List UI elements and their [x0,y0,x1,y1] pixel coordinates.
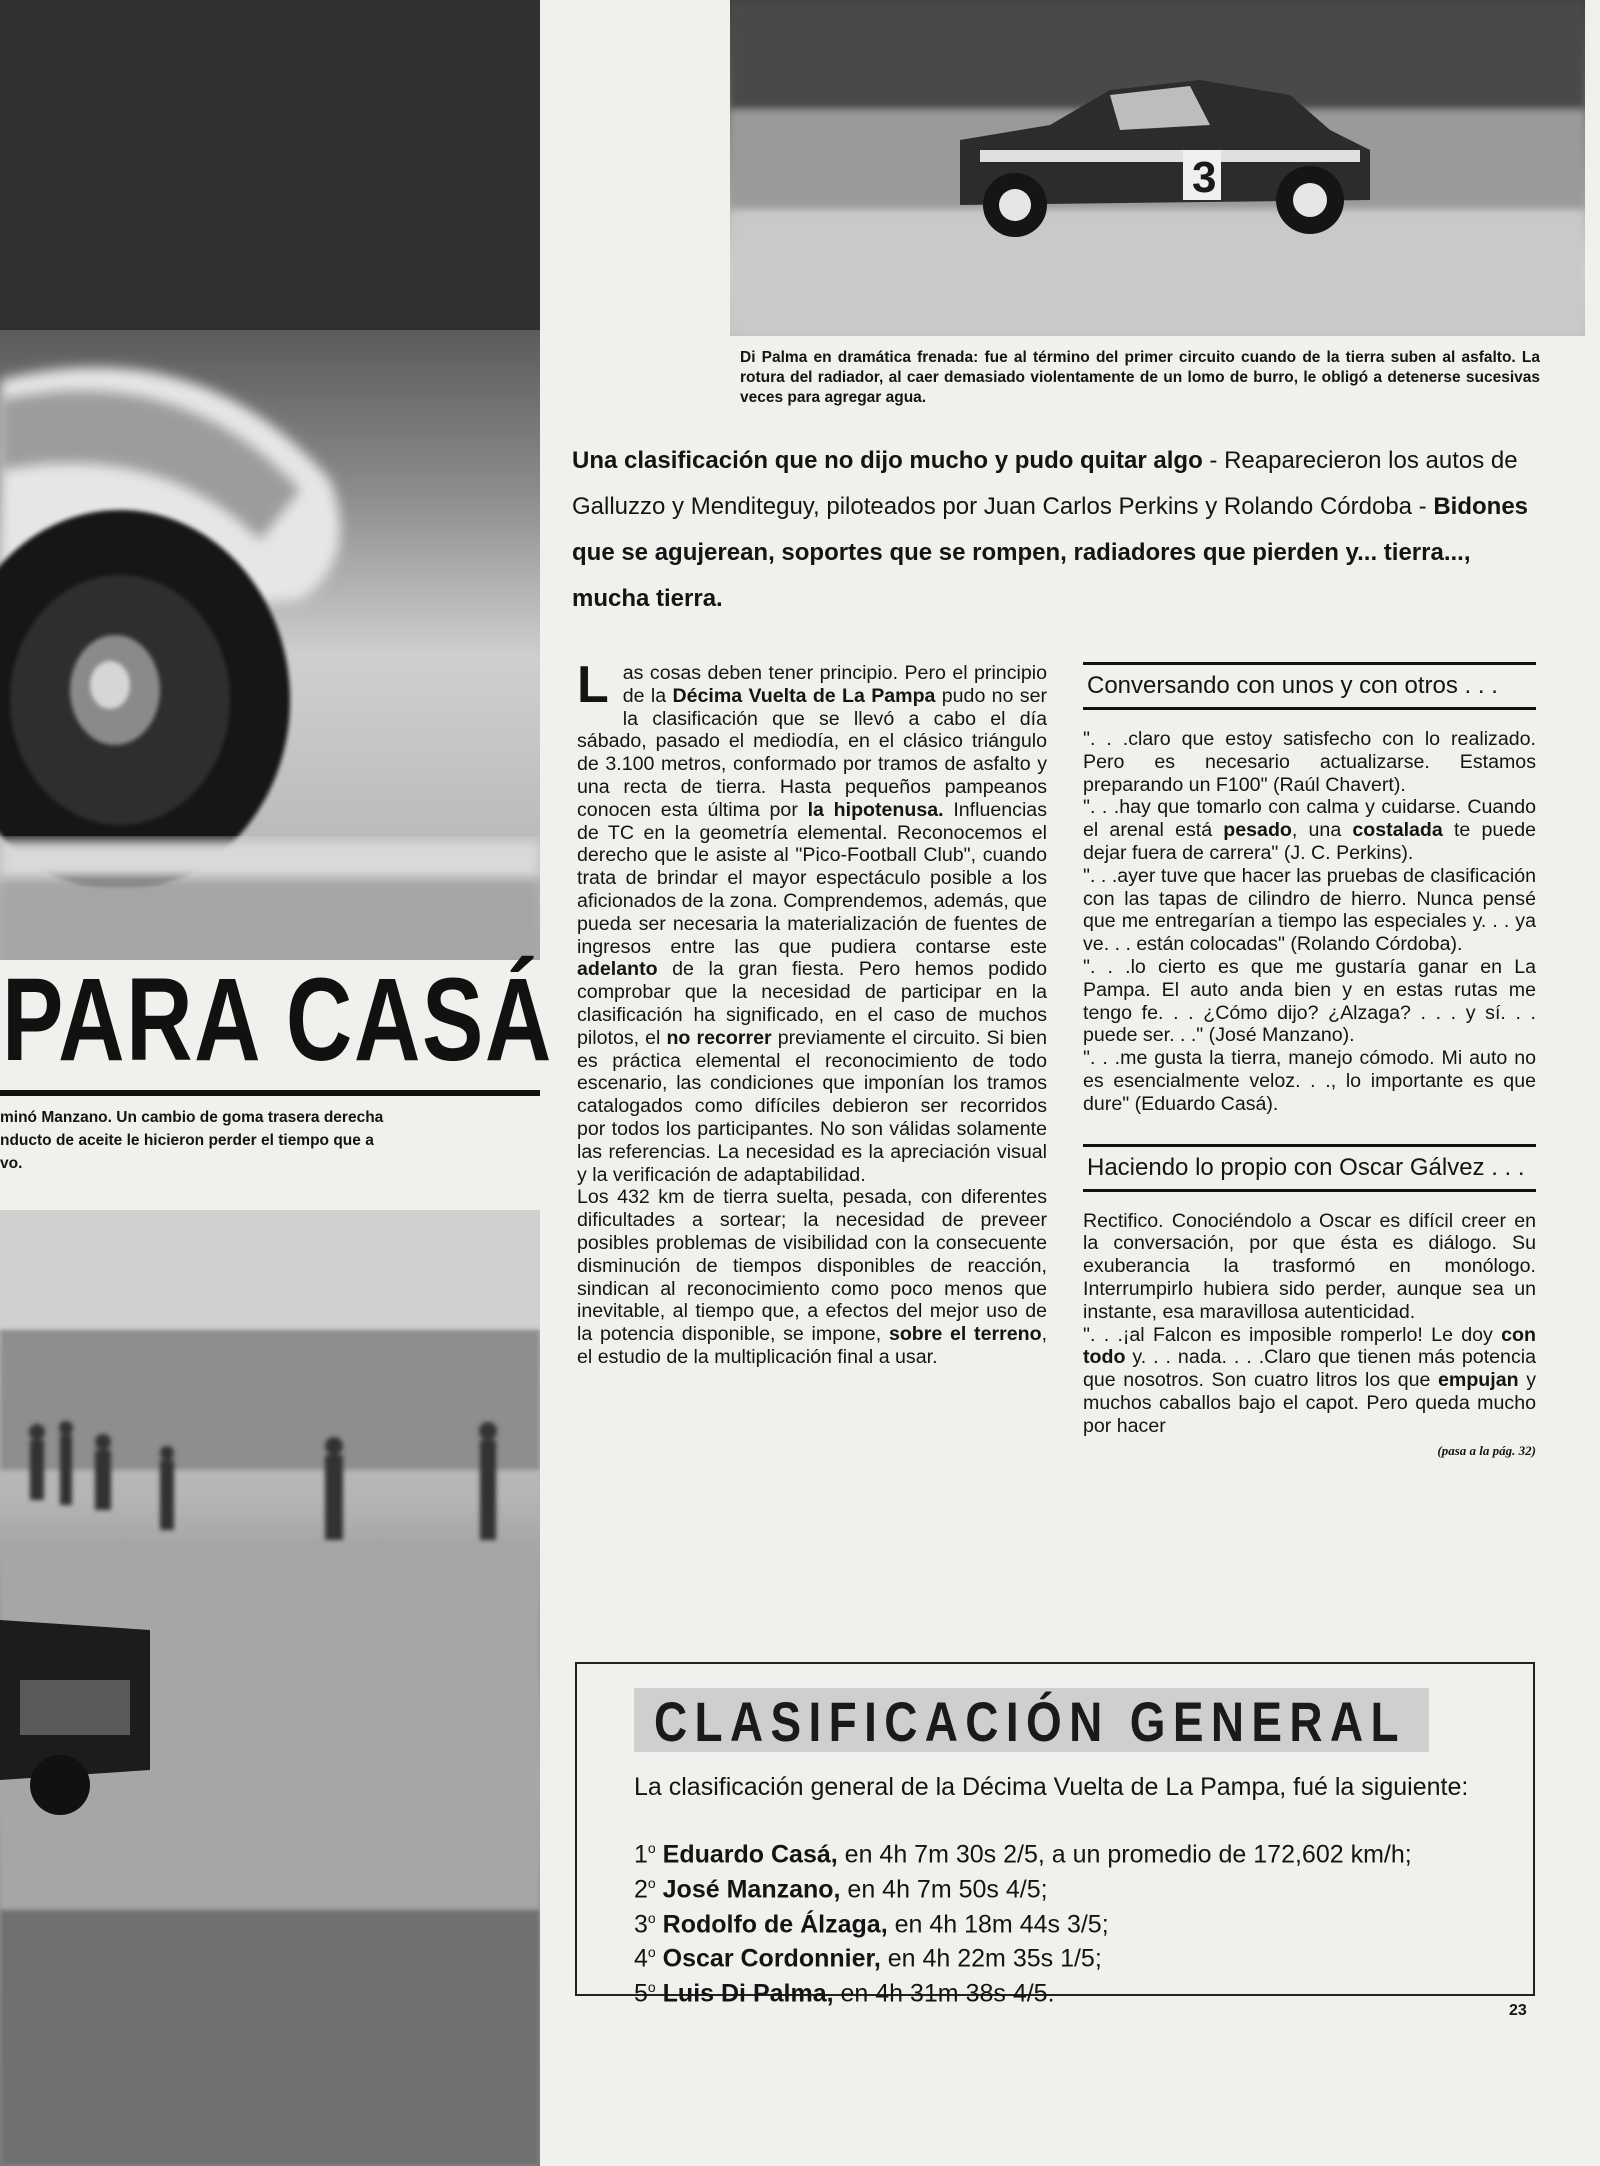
entry-position: 5 [634,1979,648,2008]
sidebar-1-title: Conversando con unos y con otros . . . [1083,662,1536,710]
body-text: , el estudio de la multiplicación final a usar. [577,1323,1048,1368]
entry-detail: en 4h 7m 50s 4/5; [840,1875,1048,1904]
body-text: as cosas deben tener principio. Pero el principio de la [622,662,1047,707]
car-number: 3 [1192,153,1217,202]
body-bold: adelanto [577,958,658,981]
entry-driver: Eduardo Casá, [662,1840,838,1869]
results-box [575,1662,1535,2008]
body-bold: sobre el terreno [888,1323,1042,1346]
entry-position: 2 [634,1875,648,1904]
results-entry: 4$^o$ Oscar Cordonnier, en 4h 22m 35s 1/5; [634,1944,1102,1973]
deck-part-3: Bidones que se agujerean, soportes que se rompen, radiadores que pierden y... tierra..., mucha tierra. [572,493,1529,612]
drop-cap: L [577,656,609,714]
body-bold: la hipotenusa. [807,798,944,821]
caption-left [0,1098,535,1218]
quote: ". . .lo cierto es que me gustaría ganar en La Pampa. El auto anda bien y en estas rutas me tengo fe. . . ¿Cómo dijo? ¿Alzaga? . . . y sí. . . puede ser. . ." (José Manzano). [1083,955,1536,1047]
quote-bold: pesado [1223,819,1292,842]
quote: ". . .ayer tuve que hacer las pruebas de clasificación con las tapas de cilindro de hierro. Nunca pensé que me entregarían a tiempo las especiales y. . . ya ve. . . están colocadas" (Rolando Córdoba). [1083,864,1536,956]
quote-bold: empujan [1438,1369,1519,1392]
quote-text: ". . .hay que tomarlo con calma y cuidarse. Cuando el arenal está [1083,796,1536,842]
headline-fragment: PARA CASÁ [2,954,553,1086]
quote-text: y. . . nada. . . .Claro que tienen más potencia que nosotros. Son cuatro litros los que [1083,1346,1536,1392]
body-text: Los 432 km de tierra suelta, pesada, con diferentes dificultades a sortear; la necesidad de preveer posibles problemas de visibilidad con la consecuente disminución de tiempos disponibles de reacción, sindican al reconocimiento como poco menos que inevitable, al tiempo que, a efectos del mejor uso de la potencia disponible, se impone, [577,1186,1047,1346]
quote-text: te puede dejar fuera de carrera" (J. C. Perkins). [1083,819,1536,864]
sidebar-1-body [1083,728,1536,1116]
body-bold: no recorrer [666,1026,772,1049]
sidebar-2-paragraph: Rectifico. Conociéndolo a Oscar es difícil creer en la conversación, por que ésta es diálogo. Su exuberancia la trasformó en monólogo. Interrumpirlo hubiera sido perder, aunque sea un instante, esa maravillosa autenticidad. [1083,1209,1536,1323]
caption-left-line-2: nducto de aceite le hicieron perder el tiempo que a [0,1132,374,1149]
deck-separator-1: - [1202,447,1225,474]
results-entry: 5$^o$ Luis Di Palma, en 4h 31m 38s 4/5. [634,1979,1055,2008]
deck-part-1: Una clasificación que no dijo mucho y pudo quitar algo [572,447,1203,474]
body-paragraph-2 [577,1186,1047,1368]
sidebar-2-title: Haciendo lo propio con Oscar Gálvez . . . [1083,1144,1536,1192]
entry-detail: en 4h 22m 35s 1/5; [880,1944,1102,1973]
photo-di-palma-car [730,0,1585,336]
page-number: 23 [1509,2002,1527,2019]
entry-position: 3 [634,1909,648,1938]
quote: ". . .me gusta la tierra, manejo cómodo. Mi auto no es esencialmente veloz. . ., lo importante es que dure" (Eduardo Casá). [1083,1047,1536,1115]
deck [572,438,1532,622]
entry-position: 4 [634,1944,648,1973]
photo-spectators-car [0,1210,540,2166]
entry-driver: Luis Di Palma, [662,1979,834,2008]
caption-left-line-1: minó Manzano. Un cambio de goma trasera derecha [0,1109,384,1126]
body-text: previamente el circuito. Si bien es práctica elemental el reconocimiento de todo escenario, las condiciones que imponían los tramos catalogados como difíciles debieron ser recorridos por todos los participantes. No son válidas solamente las referencias. La necesidad es la apreciación visual y la verificación de adaptabilidad. [577,1026,1048,1186]
entry-driver: José Manzano, [662,1875,841,1904]
body-text: pudo no ser la clasificación que se llevó a cabo el día sábado, pasado el mediodía, en el clásico triángulo de 3.100 metros, conformado por tramos de asfalto y una recta de tierra. Hasta pequeños pampeanos conocen esta última por [577,684,1047,821]
results-list [634,1834,1514,2008]
photo-di-palma-car-art [730,0,1585,336]
body-text: de la gran fiesta. Pero hemos podido comprobar que la necesidad de participar en la clasificación ha significado, en el caso de muchos pilotos, el [577,958,1047,1049]
entry-detail: en 4h 7m 30s 2/5, a un promedio de 172,602 km/h; [837,1840,1412,1869]
results-entry: 2$^o$ José Manzano, en 4h 7m 50s 4/5; [634,1874,1048,1904]
photo-spectators-car-art [0,1210,540,2166]
sidebar-2-body [1083,1210,1536,1463]
quote [1083,796,1536,864]
deck-part-2: Reaparecieron los autos de Galluzzo y Menditeguy, piloteados por Juan Carlos Perkins y Rolando Córdoba [572,447,1518,520]
entry-detail: en 4h 18m 44s 3/5; [887,1909,1109,1938]
entry-driver: Oscar Cordonnier, [662,1944,881,1973]
body-paragraph-1 [577,656,1048,1186]
quote-bold: costalada [1352,819,1443,842]
entry-detail: en 4h 31m 38s 4/5. [833,1979,1055,2008]
entry-position: 1 [634,1840,648,1869]
article-body [577,656,1048,1369]
photo-race-car-blur [0,0,540,1095]
quote-bold: con todo [1083,1323,1536,1369]
results-title: CLASIFICACIÓN GENERAL [654,1690,1406,1753]
quote-text: , una [1291,819,1353,842]
body-text: Influencias de TC en la geometría elemental. Reconocemos el derecho que le asiste al "Pico-Football Club", cuando trata de brindar el mayor espectáculo posible a los aficionados de la zona. Comprendemos, además, que pueda ser necesaria la materialización de fuentes de ingresos entre las que pudiera contarse este [577,798,1048,958]
results-title-band [634,1688,1429,1752]
results-entry: 1$^o$ Eduardo Casá, en 4h 7m 30s 2/5, a un promedio de 172,602 km/h; [634,1840,1412,1869]
results-entry: 3$^o$ Rodolfo de Álzaga, en 4h 18m 44s 3/5; [634,1909,1109,1938]
caption-top: Di Palma en dramática frenada: fue al término del primer circuito cuando de la tierra suben al asfalto. La rotura del radiador, al caer demasiado violentamente de un lomo de burro, le obligó a detenerse sucesivas veces para agregar agua. [740,349,1540,406]
photo-race-car-blur-art [0,0,540,1095]
quote [1083,1324,1536,1438]
quote-text: y muchos caballos bajo el capot. Pero queda mucho por hacer [1083,1369,1536,1437]
caption-left-line-3: vo. [0,1155,23,1172]
quote: ". . .claro que estoy satisfecho con lo realizado. Pero es necesario actualizarse. Estamos preparando un F100" (Raúl Chavert). [1083,728,1536,796]
deck-separator-2: - [1412,493,1434,520]
sidebar-column [1083,662,1536,1462]
entry-driver: Rodolfo de Álzaga, [662,1909,888,1938]
headline-band [0,954,553,1096]
results-intro: La clasificación general de la Décima Vuelta de La Pampa, fué la siguiente: [634,1773,1469,1801]
continued-note: (pasa a la pág. 32) [1437,1442,1536,1458]
body-bold: Décima Vuelta de La Pampa [672,684,936,707]
quote-text: ". . .¡al Falcon es imposible romperlo! Le doy [1083,1323,1502,1346]
